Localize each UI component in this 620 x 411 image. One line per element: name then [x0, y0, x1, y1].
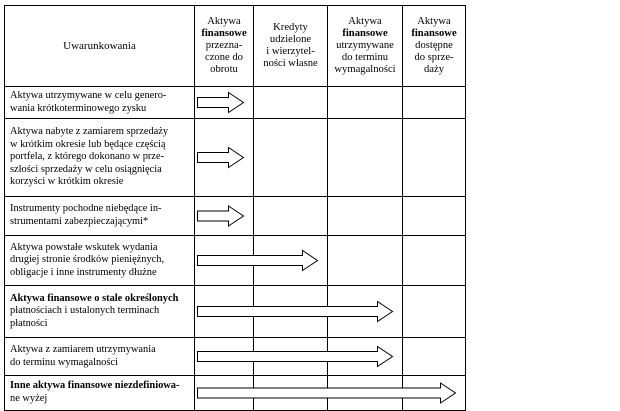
text-line: Instrumenty pochodne niebędące in-	[10, 203, 162, 215]
text-line: Aktywa utrzymywane w celu genero-	[10, 89, 167, 101]
category-cell	[328, 87, 403, 119]
table-row	[5, 87, 466, 119]
category-cell	[403, 338, 466, 376]
table-row	[5, 338, 466, 376]
text-line: szłości sprzedaży w celu osiągnięcia	[10, 163, 162, 175]
column-header-trading	[195, 6, 254, 87]
table-row	[5, 286, 466, 338]
text-line: ności własne	[263, 58, 318, 69]
category-cell	[403, 197, 466, 236]
table-row	[5, 236, 466, 286]
category-cell	[403, 286, 466, 338]
category-cell	[254, 286, 328, 338]
text-line: Aktywa	[417, 16, 451, 27]
category-cell	[328, 376, 403, 411]
text-line: ne wyżej	[10, 393, 48, 404]
category-cell	[328, 286, 403, 338]
category-cell	[254, 119, 328, 197]
condition-cell	[5, 87, 195, 119]
text-line: finansowe	[201, 28, 247, 39]
column-header-afs	[403, 6, 466, 87]
category-cell	[254, 197, 328, 236]
category-cell	[195, 87, 254, 119]
text-line: strumentami zabezpieczającymi*	[10, 216, 149, 227]
table-row	[5, 376, 466, 411]
condition-cell	[5, 338, 195, 376]
text-line: utrzymywane	[336, 40, 394, 51]
text-line: Aktywa z zamiarem utrzymywania	[10, 343, 156, 355]
text-line: udzielone	[269, 34, 312, 45]
text-line: portfela, z którego dokonano w prze-	[10, 151, 165, 163]
text-line: wania krótkoterminowego zysku	[10, 102, 147, 114]
text-line: daży	[424, 64, 444, 75]
category-cell	[328, 197, 403, 236]
text-line: drugiej stronie środków pieniężnych,	[10, 254, 165, 266]
text-line: Inne aktywa finansowe niezdefiniowa-	[10, 380, 180, 392]
table-row	[5, 197, 466, 236]
category-cell	[195, 286, 254, 338]
conditions-header: Uwarunkowania	[5, 6, 195, 87]
category-cell	[195, 376, 254, 411]
text-line: Aktywa nabyte z zamiarem sprzedaży	[10, 126, 169, 138]
category-cell	[403, 87, 466, 119]
category-cell	[328, 119, 403, 197]
condition-cell	[5, 236, 195, 286]
text-line: do terminu wymagalności	[10, 356, 118, 368]
category-cell	[195, 119, 254, 197]
text-line: obligacje i inne instrumenty dłużne	[10, 266, 157, 278]
category-cell	[328, 338, 403, 376]
text-line: i wierzytel-	[266, 46, 315, 57]
condition-cell	[5, 197, 195, 236]
text-line: Aktywa powstałe wskutek wydania	[10, 241, 158, 253]
text-line: Kredyty	[273, 22, 308, 33]
condition-cell	[5, 376, 195, 411]
classification-table-wrapper	[4, 5, 465, 407]
text-line: płatności	[10, 317, 48, 329]
text-line: płatnościach i ustalonych terminach	[10, 305, 160, 317]
category-cell	[403, 236, 466, 286]
text-line: przezna-	[205, 40, 243, 51]
category-cell	[195, 236, 254, 286]
text-line: Aktywa finansowe o stale określonych	[10, 292, 179, 304]
condition-cell	[5, 119, 195, 197]
text-line: do sprze-	[414, 52, 454, 63]
category-cell	[403, 119, 466, 197]
text-line: Aktywa	[348, 16, 382, 27]
header-row	[5, 6, 466, 87]
category-cell	[195, 197, 254, 236]
text-line: w krótkim okresie lub będące częścią	[10, 138, 166, 150]
text-line: do terminu	[341, 52, 389, 63]
category-cell	[328, 236, 403, 286]
text-line: Aktywa	[207, 16, 241, 27]
text-line: finansowe	[342, 28, 388, 39]
category-cell	[195, 338, 254, 376]
category-cell	[254, 338, 328, 376]
category-cell	[254, 236, 328, 286]
text-line: czone do	[205, 52, 243, 63]
table-row	[5, 119, 466, 197]
text-line: korzyści w krótkim okresie	[10, 176, 124, 188]
text-line: finansowe	[411, 28, 457, 39]
classification-table	[4, 5, 466, 411]
text-line: dostępne	[415, 40, 453, 51]
column-header-loans	[254, 6, 328, 87]
condition-cell	[5, 286, 195, 338]
text-line: obrotu	[210, 64, 238, 75]
text-line: wymagalności	[334, 64, 396, 75]
column-header-htm	[328, 6, 403, 87]
category-cell	[403, 376, 466, 411]
category-cell	[254, 376, 328, 411]
category-cell	[254, 87, 328, 119]
